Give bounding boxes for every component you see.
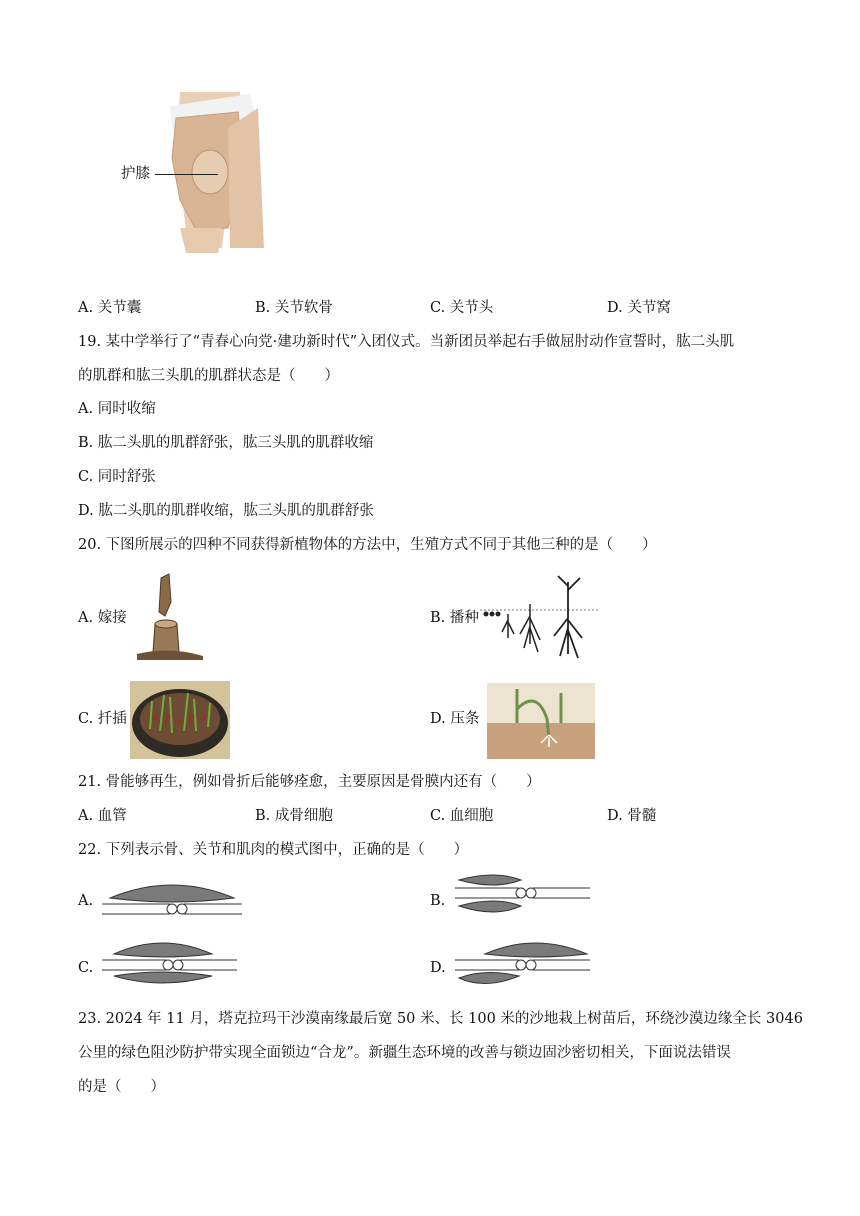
q20-option-a[interactable]: A. 嫁接 (78, 610, 127, 626)
q21-option-b[interactable]: B. 成骨细胞 (255, 808, 333, 824)
q18-option-d[interactable]: D. 关节窝 (607, 300, 671, 316)
q23-stem-line-1: 23. 2024 年 11 月，塔克拉玛干沙漠南缘最后宽 50 米、长 100 米的沙地栽上树苗后，环绕沙漠边缘全长 3046 (78, 1011, 803, 1027)
knee-brace-label: 护膝 (121, 166, 150, 182)
knee-brace-pointer-line (155, 174, 218, 175)
q22-option-d[interactable]: D. (430, 960, 446, 976)
q18-option-b[interactable]: B. 关节软骨 (255, 300, 333, 316)
q20-option-d[interactable]: D. 压条 (430, 711, 480, 727)
q19-stem-line-2: 的肌群和肱三头肌的肌群状态是（ ） (78, 368, 339, 384)
q22-stem: 22. 下列表示骨、关节和肌肉的模式图中，正确的是（ ） (78, 842, 469, 858)
q22-option-b[interactable]: B. (430, 893, 446, 909)
q19-option-b[interactable]: B. 肱二头肌的肌群舒张，肱三头肌的肌群收缩 (78, 435, 374, 451)
q20-option-b[interactable]: B. 播种 (430, 610, 479, 626)
q21-option-c[interactable]: C. 血细胞 (430, 808, 494, 824)
joint-diagram-b (455, 872, 590, 920)
q23-stem-line-2: 公里的绿色阻沙防护带实现全面锁边“合龙”。新疆生态环境的改善与锁边固沙密切相关，下面说法错误 (78, 1045, 731, 1061)
q19-option-a[interactable]: A. 同时收缩 (78, 401, 156, 417)
q19-option-d[interactable]: D. 肱二头肌的肌群收缩，肱三头肌的肌群舒张 (78, 503, 374, 519)
q21-option-a[interactable]: A. 血管 (78, 808, 127, 824)
q21-option-d[interactable]: D. 骨髓 (607, 808, 657, 824)
q19-option-c[interactable]: C. 同时舒张 (78, 469, 156, 485)
joint-diagram-c (102, 938, 237, 990)
q22-option-a[interactable]: A. (78, 893, 94, 909)
q18-option-a[interactable]: A. 关节囊 (78, 300, 142, 316)
q20-stem: 20. 下图所展示的四种不同获得新植物体的方法中，生殖方式不同于其他三种的是（ ） (78, 537, 657, 553)
q20-option-c[interactable]: C. 扦插 (78, 711, 127, 727)
q21-stem: 21. 骨能够再生，例如骨折后能够痊愈，主要原因是骨膜内还有（ ） (78, 774, 541, 790)
q19-stem-line-1: 19. 某中学举行了“青春心向党·建功新时代”入团仪式。当新团员举起右手做屈肘动作宣誓时，肱二头肌 (78, 334, 735, 350)
grafting-image (135, 572, 205, 662)
joint-diagram-d (455, 938, 590, 990)
q22-option-c[interactable]: C. (78, 960, 94, 976)
layering-image (487, 683, 595, 759)
q23-stem-line-3: 的是（ ） (78, 1079, 165, 1095)
joint-diagram-a (102, 878, 242, 924)
sowing-image (480, 574, 598, 662)
q18-option-c[interactable]: C. 关节头 (430, 300, 494, 316)
cutting-image (130, 681, 230, 759)
